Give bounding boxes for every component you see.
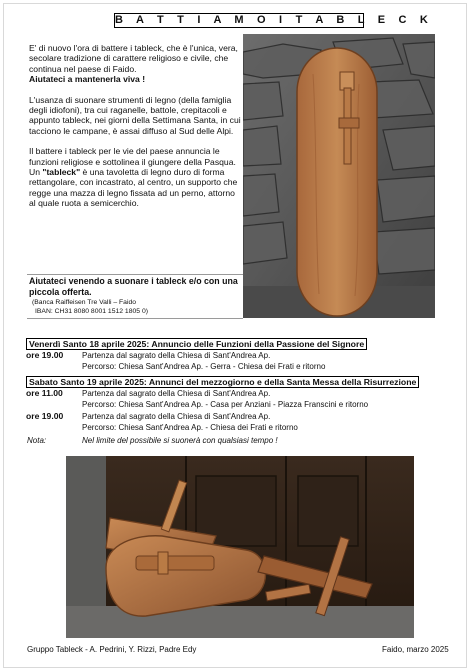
tableck-wall-photo bbox=[243, 34, 435, 318]
saturday-time-2: ore 19.00 bbox=[26, 411, 64, 421]
page-title: B A T T I A M O I T A B L E C K bbox=[115, 14, 434, 26]
intro-p1-text: E' di nuovo l'ora di battere i tableck, che è l'unica, vera, secolare tradizione di carattere religioso e civile, che continua nel paese di Faido. bbox=[29, 43, 238, 74]
bank-line-2: IBAN: CH31 8080 8001 1512 1805 0) bbox=[35, 308, 148, 315]
tablecks-door-photo bbox=[66, 456, 414, 638]
nota-text: Nel limite del possibile si suonerà con qualsiasi tempo ! bbox=[82, 436, 278, 445]
saturday-route-2: Percorso: Chiesa Sant'Andrea Ap. - Chiesa dei Frati e ritorno bbox=[82, 423, 298, 432]
saturday-route-1: Percorso: Chiesa Sant'Andrea Ap. - Casa per Anziani - Piazza Franscini e ritorno bbox=[82, 400, 369, 409]
friday-heading: Venerdì Santo 18 aprile 2025: Annuncio delle Funzioni della Passione del Signore bbox=[26, 338, 367, 350]
intro-paragraph-2: L'usanza di suonare strumenti di legno (della famiglia degli idiofoni), tra cui raganelle, battole, crepitacoli e appunto tableck, nei giorni della Settimana Santa, in cui tacciono le campane, è assai diffuso al Sud delle Alpi. bbox=[29, 94, 241, 136]
saturday-heading: Sabato Santo 19 aprile 2025: Annunci del mezzogiorno e della Santa Messa della Risurrezione bbox=[26, 376, 419, 388]
appeal-text: Aiutateci venendo a suonare i tableck e/o con una piccola offerta. bbox=[29, 276, 238, 297]
bank-divider bbox=[27, 318, 243, 319]
intro-p3-a: Il battere i tableck per le vie del paese annuncia le funzioni religiose e sottolinea il giungere della Pasqua. Un bbox=[29, 146, 236, 178]
intro-p3-bold: "tableck" bbox=[42, 167, 81, 178]
intro-paragraph-1 bbox=[29, 43, 241, 85]
saturday-departure-1: Partenza dal sagrato della Chiesa di Sant'Andrea Ap. bbox=[82, 389, 271, 398]
bank-line-1: (Banca Raiffeisen Tre Valli – Faido bbox=[32, 299, 137, 306]
friday-route: Percorso: Chiesa Sant'Andrea Ap. - Gerra - Chiesa dei Frati e ritorno bbox=[82, 362, 326, 371]
footer-authors: Gruppo Tableck - A. Pedrini, Y. Rizzi, Padre Edy bbox=[27, 645, 197, 654]
nota-label: Nota: bbox=[27, 436, 47, 445]
bank-details bbox=[32, 298, 148, 316]
saturday-departure-2: Partenza dal sagrato della Chiesa di Sant'Andrea Ap. bbox=[82, 412, 271, 421]
saturday-time-1: ore 11.00 bbox=[26, 388, 63, 398]
friday-departure: Partenza dal sagrato della Chiesa di Sant'Andrea Ap. bbox=[82, 351, 271, 360]
intro-p1-bold: Aiutateci a mantenerla viva ! bbox=[29, 74, 146, 85]
intro-text bbox=[29, 43, 241, 219]
footer-date: Faido, marzo 2025 bbox=[382, 645, 449, 654]
intro-paragraph-3 bbox=[29, 146, 241, 208]
friday-time: ore 19.00 bbox=[26, 350, 64, 360]
appeal-divider bbox=[27, 274, 243, 275]
intro-p3-b: è una tavoletta di legno duro di forma rettangolare, con incastrato, al centro, un supporto che regge una mazza di legno fissata ad un perno, attorno al quale ruota a semicerchio. bbox=[29, 167, 238, 209]
